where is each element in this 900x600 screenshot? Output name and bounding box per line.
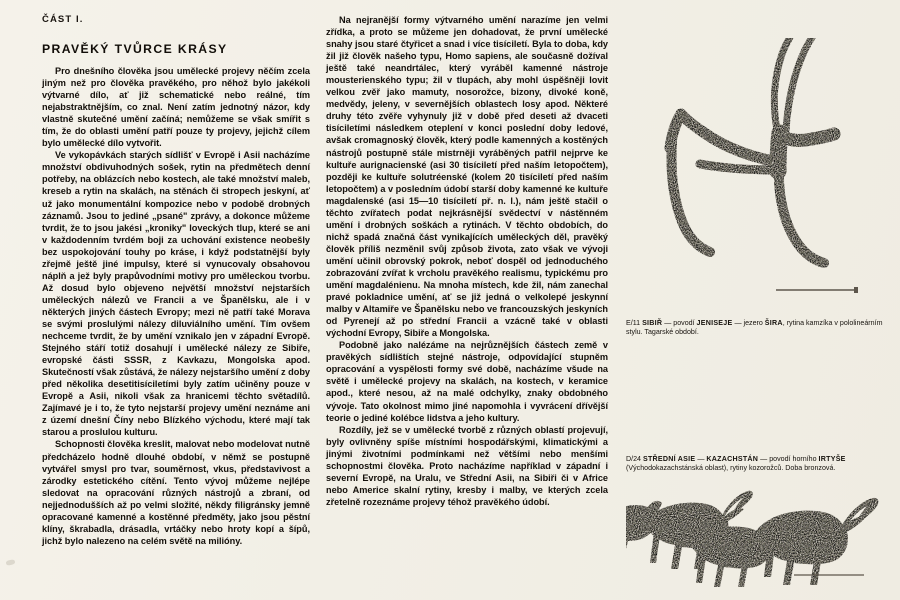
paragraph: Ve vykopávkách starých sídlišť v Evropě i Asii nacházíme množství obdivuhodných sošek, rytin na předmětech denní potřeby, na oblázcích nebo kostech, ale také množství maleb, kreseb a rytin na skalách, na stěnách či stropech jeskyní, ať už jako monumentální kompozice nebo v podobě drobných záznamů. Jsou to jediné „psané" zprávy, a dokonce můžeme tvrdit, že to jsou jakési „kroniky" loveckých tlup, které se ani v každodenním tvrdém boji za uchování existence neobešly bez uspokojování touhy po kráse, i když podstatnější byly zřejmě ještě jiné impulsy, které si vynucovaly obsahovou náplň a jež byly prapůvodními motivy pro uměleckou tvorbu. Až dosud bylo objeveno největší množství nejstarších uměleckých nálezů ve Francii a ve Španělsku, ale i v některých jiných částech Evropy; mezi ně patří také Morava se svými proslulými nálezy diluviálního umění. Tím ovšem nechceme tvrdit, že by umění vznikalo jen v západní Evropě. Stejného stáří totiž dosahují i umělecké nálezy ze Sibiře, evropské části SSSR, z Kavkazu, Mongolska apod. Skutečností však zůstává, že nálezy nejstaršího umění z doby před několika desetitisíciletími byly zatím učiněny pouze v Evropě a Asii, nikoli však za hranicemi těchto světadílů. Zajímavé je i to, že tyto nejstarší projevy umění neznáme ani z území dnešní Číny nebo Blízkého východu, které mají tak starou a proslulou kulturu.	[42, 150, 310, 438]
paragraph: Schopnosti člověka kreslit, malovat nebo modelovat nutně předcházelo hodně dlouhé období, v němž se postupně vytvářel smysl pro tvar, souměrnost, vkus, představivost a zárodky estetického cítění. Tento vývoj můžeme nejlépe sledovat na opracování různých nástrojů a zbraní, od nejjednodušších až po velmi složité, někdy filigránsky jemně opracované kamenné a kostěnné předměty, jako jsou pěstní klíny, škrabadla, drásadla, vrtáčky nebo hroty kopí a šípů, jichž bylo nalezeno na celém světě na milióny.	[42, 439, 310, 546]
figure-column	[626, 14, 884, 590]
chamois-engraving-icon	[626, 38, 884, 306]
figure-place-tertiary: ŠIRA	[764, 319, 783, 327]
figure-ibexes	[626, 487, 884, 587]
scale-bar-tick	[854, 287, 858, 293]
paragraph: Pro dnešního člověka jsou umělecké projevy něčím zcela jiným než pro člověka pravěkého, pro něhož bylo jakékoli výtvarné dílo, ať již schematické nebo reálné, tím nejabstraktnějším, co znal. Není zatím jednotný názor, kdy vlastně skutečné umění začíná; nemůžeme se však smířit s tím, že do oblasti umění patří pouze ty projevy, jejichž cílem bylo umělecké dílo vytvořit.	[42, 66, 310, 149]
figure-caption-ibexes	[626, 455, 884, 473]
figure-place-primary: STŘEDNÍ ASIE	[642, 455, 696, 464]
figure-description: (Východokazachstánská oblast), rytiny kozorožců. Doba bronzová.	[626, 464, 836, 473]
text-column-one	[42, 14, 326, 590]
page-title: PRAVĚKÝ TVŮRCE KRÁSY	[42, 42, 228, 56]
figure-place-primary: SIBIŘ	[642, 319, 663, 327]
text-column-two	[326, 14, 626, 590]
caption-dash: — povodí horního	[758, 455, 819, 464]
figure-chamois	[626, 38, 884, 310]
part-label: ČÁST I.	[42, 14, 84, 25]
paragraph: Na nejranější formy výtvarného umění narazíme jen velmi zřídka, a proto se můžeme jen dohadovat, že první umělecké snahy jsou staré čtyřicet a snad i více tisíciletí. Byla to doba, kdy žil již člověk našeho typu, Homo sapiens, ale současně dožíval ještě také neandrtálec, který vyráběl kamenné nástroje mousterienského typu; žil v tlupách, aby mohl úspěšněji lovit velkou zvěř jako mamuty, nosorožce, bizony, divoké koně, medvědy, jeleny, v severnějších oblastech losy apod. Některé druhy této zvěře vyhynuly již v době před deseti až dvaceti tisíciletími následkem oteplení v konci poslední doby ledové, avšak cromagnoský člověk, který podle kamenných a kostěných nástrojů postupně stále mistrněji vyráběných patřil nejprve ke kultuře aurignacienské (asi 30 tisíciletí před naším letopočtem), později ke kultuře solutréenské (kolem 20 tisíciletí před naším letopočtem) a v posledním údobí starší doby kamenné ke kultuře magdalenské (asi 15—10 tisíciletí př. n. l.), nám ještě stačil o těchto zvířatech podat nejkrásnější svědectví v nástěnném umění i drobných soškách a rytinách. V těchto obdobích, do nichž spadá značná část vynikajících uměleckých děl, pravěký člověk příliš nezměnil svůj způsob života, zato však ve vývoji umění učinil obrovský pokrok, neboť dospěl od jednoduchého zobrazování zvířat k vrcholu pravěkého realismu, typickému pro umění magdalénienu. Na mnoha místech, kde žil, nám zanechal pravé pokladnice umění, ať se již jedná o velkolepé jeskynní malby v Altamiře ve Španělsku nebo ve francouzských jeskyních od Pyrenejí až po střední Francii a vzácně také v oblasti východní Evropy, Sibiře a Mongolska.	[326, 15, 608, 339]
figure-caption-chamois	[626, 319, 884, 337]
figure-place-secondary: KAZACHSTÁN	[706, 455, 759, 464]
figure-description: , rytina kamzíka v pololineárním stylu. Tagarské období.	[626, 319, 883, 337]
caption-dash: — jezero	[732, 319, 765, 327]
figure-number: E/11	[626, 319, 641, 327]
paper-blemish	[6, 559, 16, 566]
figure-number: D/24	[626, 455, 641, 464]
paragraph: Podobně jako nalézáme na nejrůznějších částech země v pravěkých sídlištích stejné nástroje, odpovídající stupněm opracování a vyspělosti formy své době, nacházíme všude na světě i umělecké projevy na skalách, na kostech, v keramice apod., které nesou, až na malé odchylky, znaky obdobného vývoje. Tato okolnost mimo jiné napomohla i vyvrácení dřívější teorie o jediné kolébce lidstva a jeho kultury.	[326, 340, 608, 423]
figure-place-tertiary: IRTYŠE	[818, 455, 846, 464]
ibex-engraving-icon	[626, 487, 884, 587]
paragraph: Rozdíly, jež se v umělecké tvorbě z různých oblastí projevují, byly ovlivněny spíše místními hospodářskými, klimatickými a jinými životními podmínkami než většími nebo menšími schopnostmi člověka. Proto nacházíme například v západní i severní Evropě, na Uralu, ve Střední Asii, na Sibiři či v Africe nebo Americe skalní rytiny, kresby i malby, ve kterých zcela zřetelně rozeznáme projevy téhož pravěkého údobí.	[326, 424, 608, 507]
caption-dash: — povodí	[662, 319, 697, 327]
caption-dash: —	[695, 455, 707, 464]
figure-place-secondary: JENISEJE	[696, 319, 733, 327]
